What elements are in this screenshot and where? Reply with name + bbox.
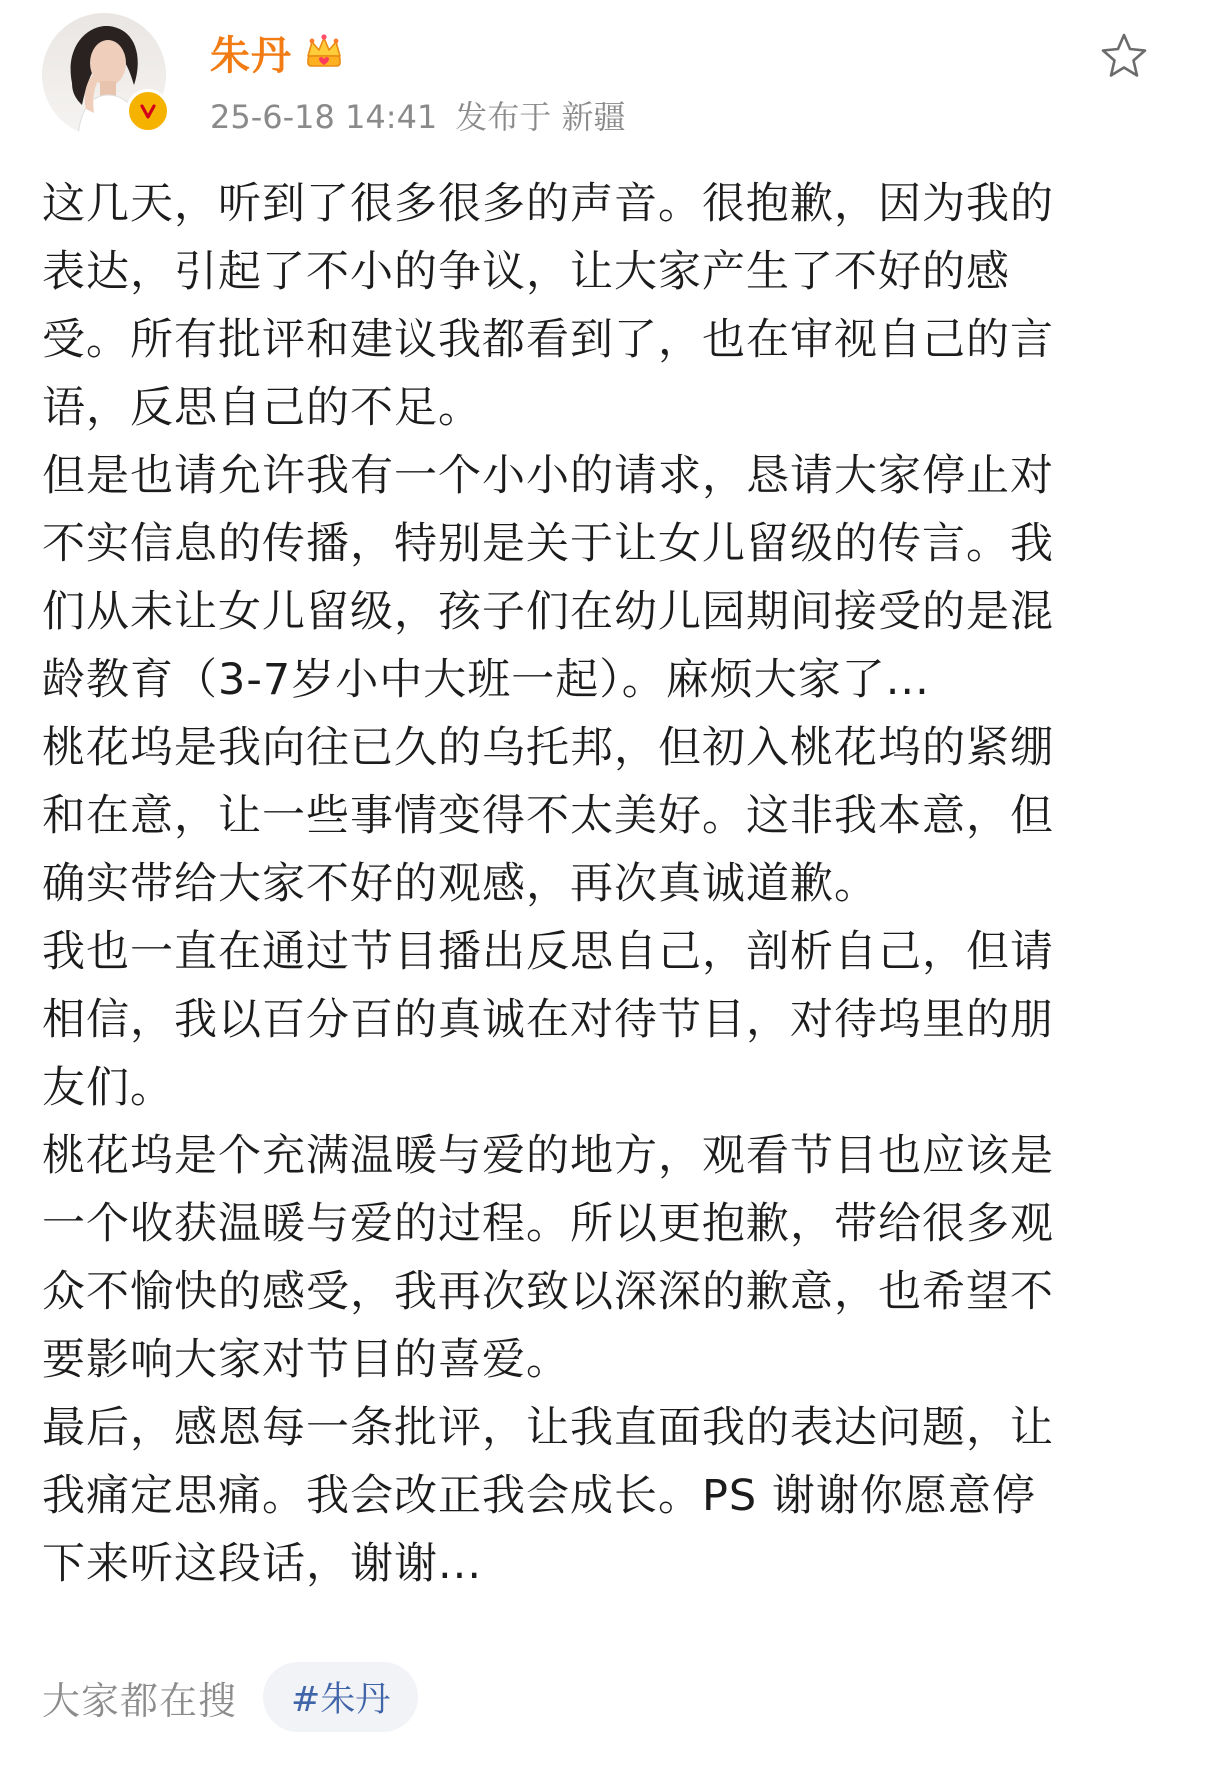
content-line: 一个收获温暖与爱的过程。所以更抱歉，带给很多观 <box>42 1199 1054 1249</box>
content-line: 要影响大家对节目的喜爱。 <box>42 1335 570 1385</box>
author-name[interactable]: 朱丹 <box>210 32 292 79</box>
crown-badge-icon[interactable] <box>302 30 346 74</box>
content-line: 相信，我以百分百的真诚在对待节目，对待坞里的朋 <box>42 995 1054 1045</box>
avatar[interactable] <box>42 13 166 137</box>
post-content <box>42 170 1172 1598</box>
content-line: 下来听这段话，谢谢... <box>42 1539 483 1589</box>
post-timestamp: 25-6-18 14:41 <box>210 98 438 136</box>
content-line: 桃花坞是个充满温暖与爱的地方，观看节目也应该是 <box>42 1131 1054 1181</box>
content-line: 和在意，让一些事情变得不太美好。这非我本意，但 <box>42 791 1054 841</box>
content-line: 们从未让女儿留级，孩子们在幼儿园期间接受的是混 <box>42 587 1054 637</box>
content-line: 但是也请允许我有一个小小的请求，恳请大家停止对 <box>42 451 1054 501</box>
content-line: 表达，引起了不小的争议，让大家产生了不好的感 <box>42 247 1010 297</box>
content-line: 最后，感恩每一条批评，让我直面我的表达问题，让 <box>42 1403 1054 1453</box>
post-location: 发布于 新疆 <box>455 98 626 136</box>
content-line: 我痛定思痛。我会改正我会成长。PS 谢谢你愿意停 <box>42 1471 1036 1521</box>
content-line: 语，反思自己的不足。 <box>42 383 482 433</box>
author-row <box>210 22 346 82</box>
verified-v-icon <box>126 89 170 133</box>
content-line: 不实信息的传播，特别是关于让女儿留级的传言。我 <box>42 519 1054 569</box>
content-line: 受。所有批评和建议我都看到了，也在审视自己的言 <box>42 315 1054 365</box>
content-line: 确实带给大家不好的观感，再次真诚道歉。 <box>42 859 878 909</box>
trending-search-label: 大家都在搜 <box>42 1678 238 1723</box>
content-line: 这几天，听到了很多很多的声音。很抱歉，因为我的 <box>42 179 1054 229</box>
content-line: 我也一直在通过节目播出反思自己，剖析自己，但请 <box>42 927 1054 977</box>
content-line: 龄教育（3-7岁小中大班一起）。麻烦大家了... <box>42 655 930 705</box>
post-meta <box>210 92 625 138</box>
hashtag-chip[interactable]: #朱丹 <box>263 1662 418 1732</box>
content-line: 众不愉快的感受，我再次致以深深的歉意，也希望不 <box>42 1267 1054 1317</box>
content-line: 友们。 <box>42 1063 174 1113</box>
star-outline-icon[interactable] <box>1098 30 1150 82</box>
content-line: 桃花坞是我向往已久的乌托邦，但初入桃花坞的紧绷 <box>42 723 1054 773</box>
trending-search-bar <box>42 1660 418 1734</box>
